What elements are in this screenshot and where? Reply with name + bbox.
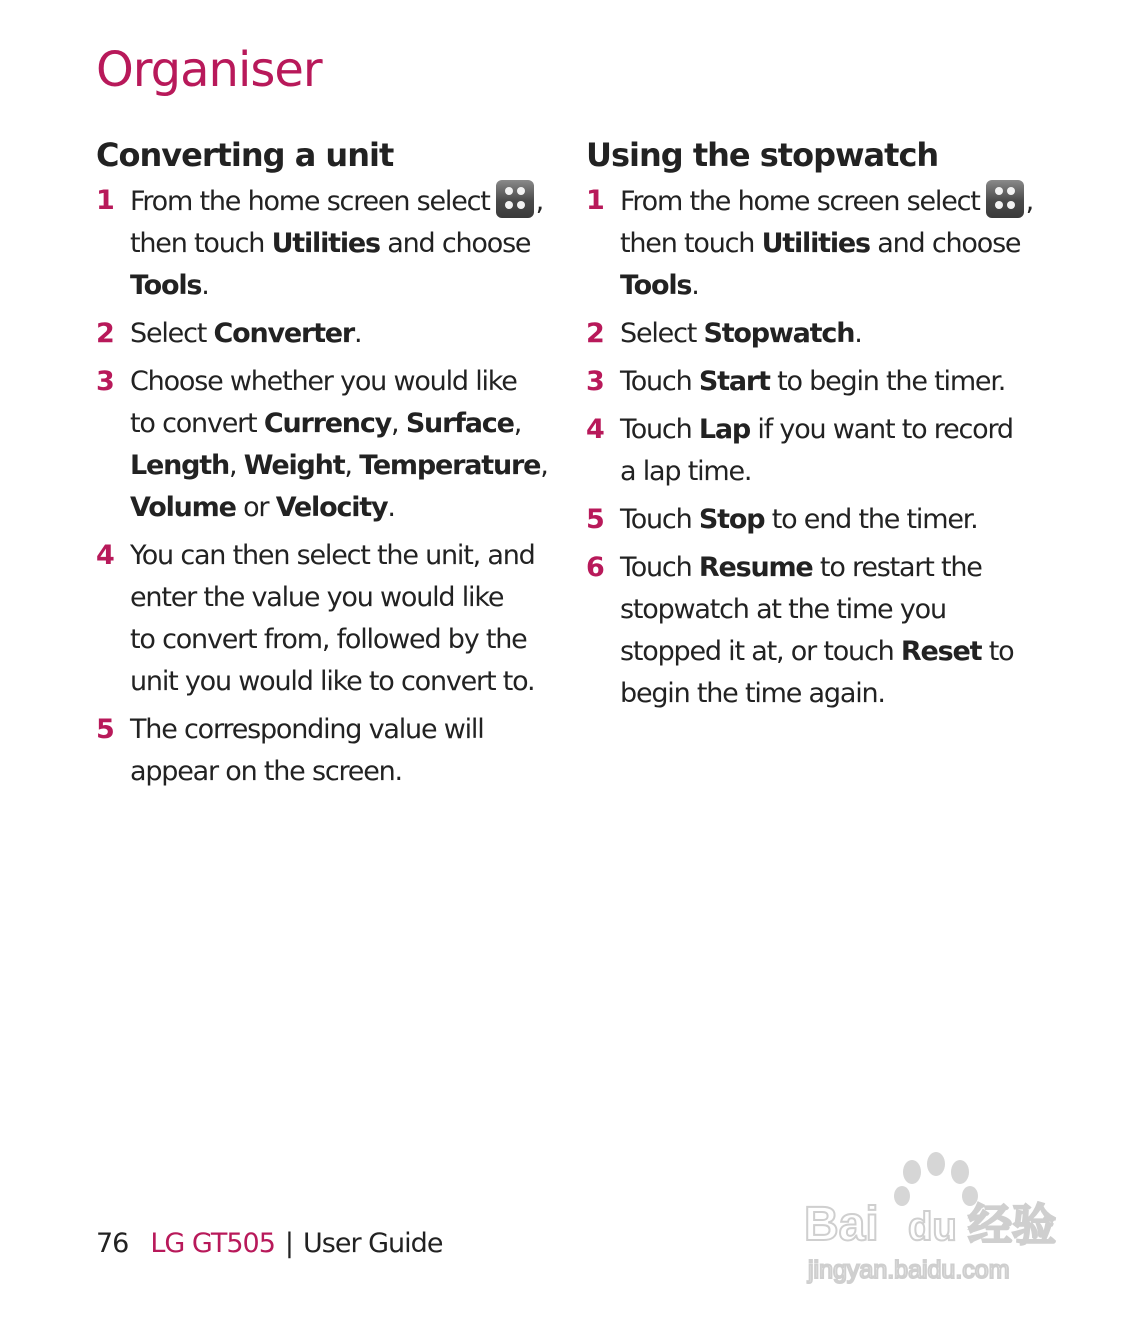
- step: 5 The corresponding value will appear on the screen.: [96, 709, 566, 793]
- svg-text:经验: 经验: [968, 1201, 1056, 1250]
- section-heading: Using the stopwatch: [586, 136, 939, 174]
- step: 5 Touch Stop to end the timer.: [586, 499, 1056, 541]
- step: 2 Select Stopwatch.: [586, 313, 1056, 355]
- step: 2 Select Converter.: [96, 313, 566, 355]
- step: 4 You can then select the unit, and enter the value you would like to convert from, followed by the unit you would like to convert to.: [96, 535, 566, 703]
- step-number: 5: [96, 714, 115, 745]
- svg-text:du: du: [908, 1205, 957, 1249]
- step-number: 3: [96, 366, 115, 397]
- stopwatch-section: [586, 136, 1056, 721]
- step-number: 5: [586, 504, 605, 535]
- step-number: 6: [586, 552, 605, 583]
- page-title: Organiser: [96, 42, 322, 98]
- step: 1 From the home screen select , then touch Utilities and choose Tools.: [96, 180, 566, 307]
- step-list: [96, 180, 566, 793]
- converter-section: [96, 136, 566, 799]
- step-number: 3: [586, 366, 605, 397]
- baidu-watermark: [800, 1150, 1070, 1294]
- step: 1 From the home screen select , then touch Utilities and choose Tools.: [586, 180, 1056, 307]
- step: 6 Touch Resume to restart the stopwatch at the time you stopped it at, or touch Reset to begin the time again.: [586, 547, 1056, 715]
- footer-brand: LG GT505: [150, 1228, 275, 1259]
- svg-text:jingyan.baidu.com: jingyan.baidu.com: [808, 1256, 1010, 1284]
- step-number: 4: [96, 540, 115, 571]
- step: 4 Touch Lap if you want to record a lap time.: [586, 409, 1056, 493]
- step-number: 4: [586, 414, 605, 445]
- page-number: 76: [96, 1228, 129, 1259]
- footer-guide: User Guide: [303, 1228, 443, 1259]
- step: 3 Choose whether you would like to convert Currency, Surface, Length, Weight, Temperature, Volume or Velocity.: [96, 361, 566, 529]
- step: 3 Touch Start to begin the timer.: [586, 361, 1056, 403]
- step-number: 2: [586, 318, 605, 349]
- baidu-logo-icon: [800, 1150, 1070, 1290]
- page-footer: [96, 1228, 442, 1259]
- grid-menu-icon: [986, 180, 1024, 218]
- step-number: 2: [96, 318, 115, 349]
- grid-menu-icon: [496, 180, 534, 218]
- step-number: 1: [586, 185, 605, 216]
- footer-separator: |: [284, 1228, 294, 1259]
- step-list: [586, 180, 1056, 715]
- step-number: 1: [96, 185, 115, 216]
- section-heading: Converting a unit: [96, 136, 394, 174]
- svg-text:Bai: Bai: [804, 1198, 879, 1251]
